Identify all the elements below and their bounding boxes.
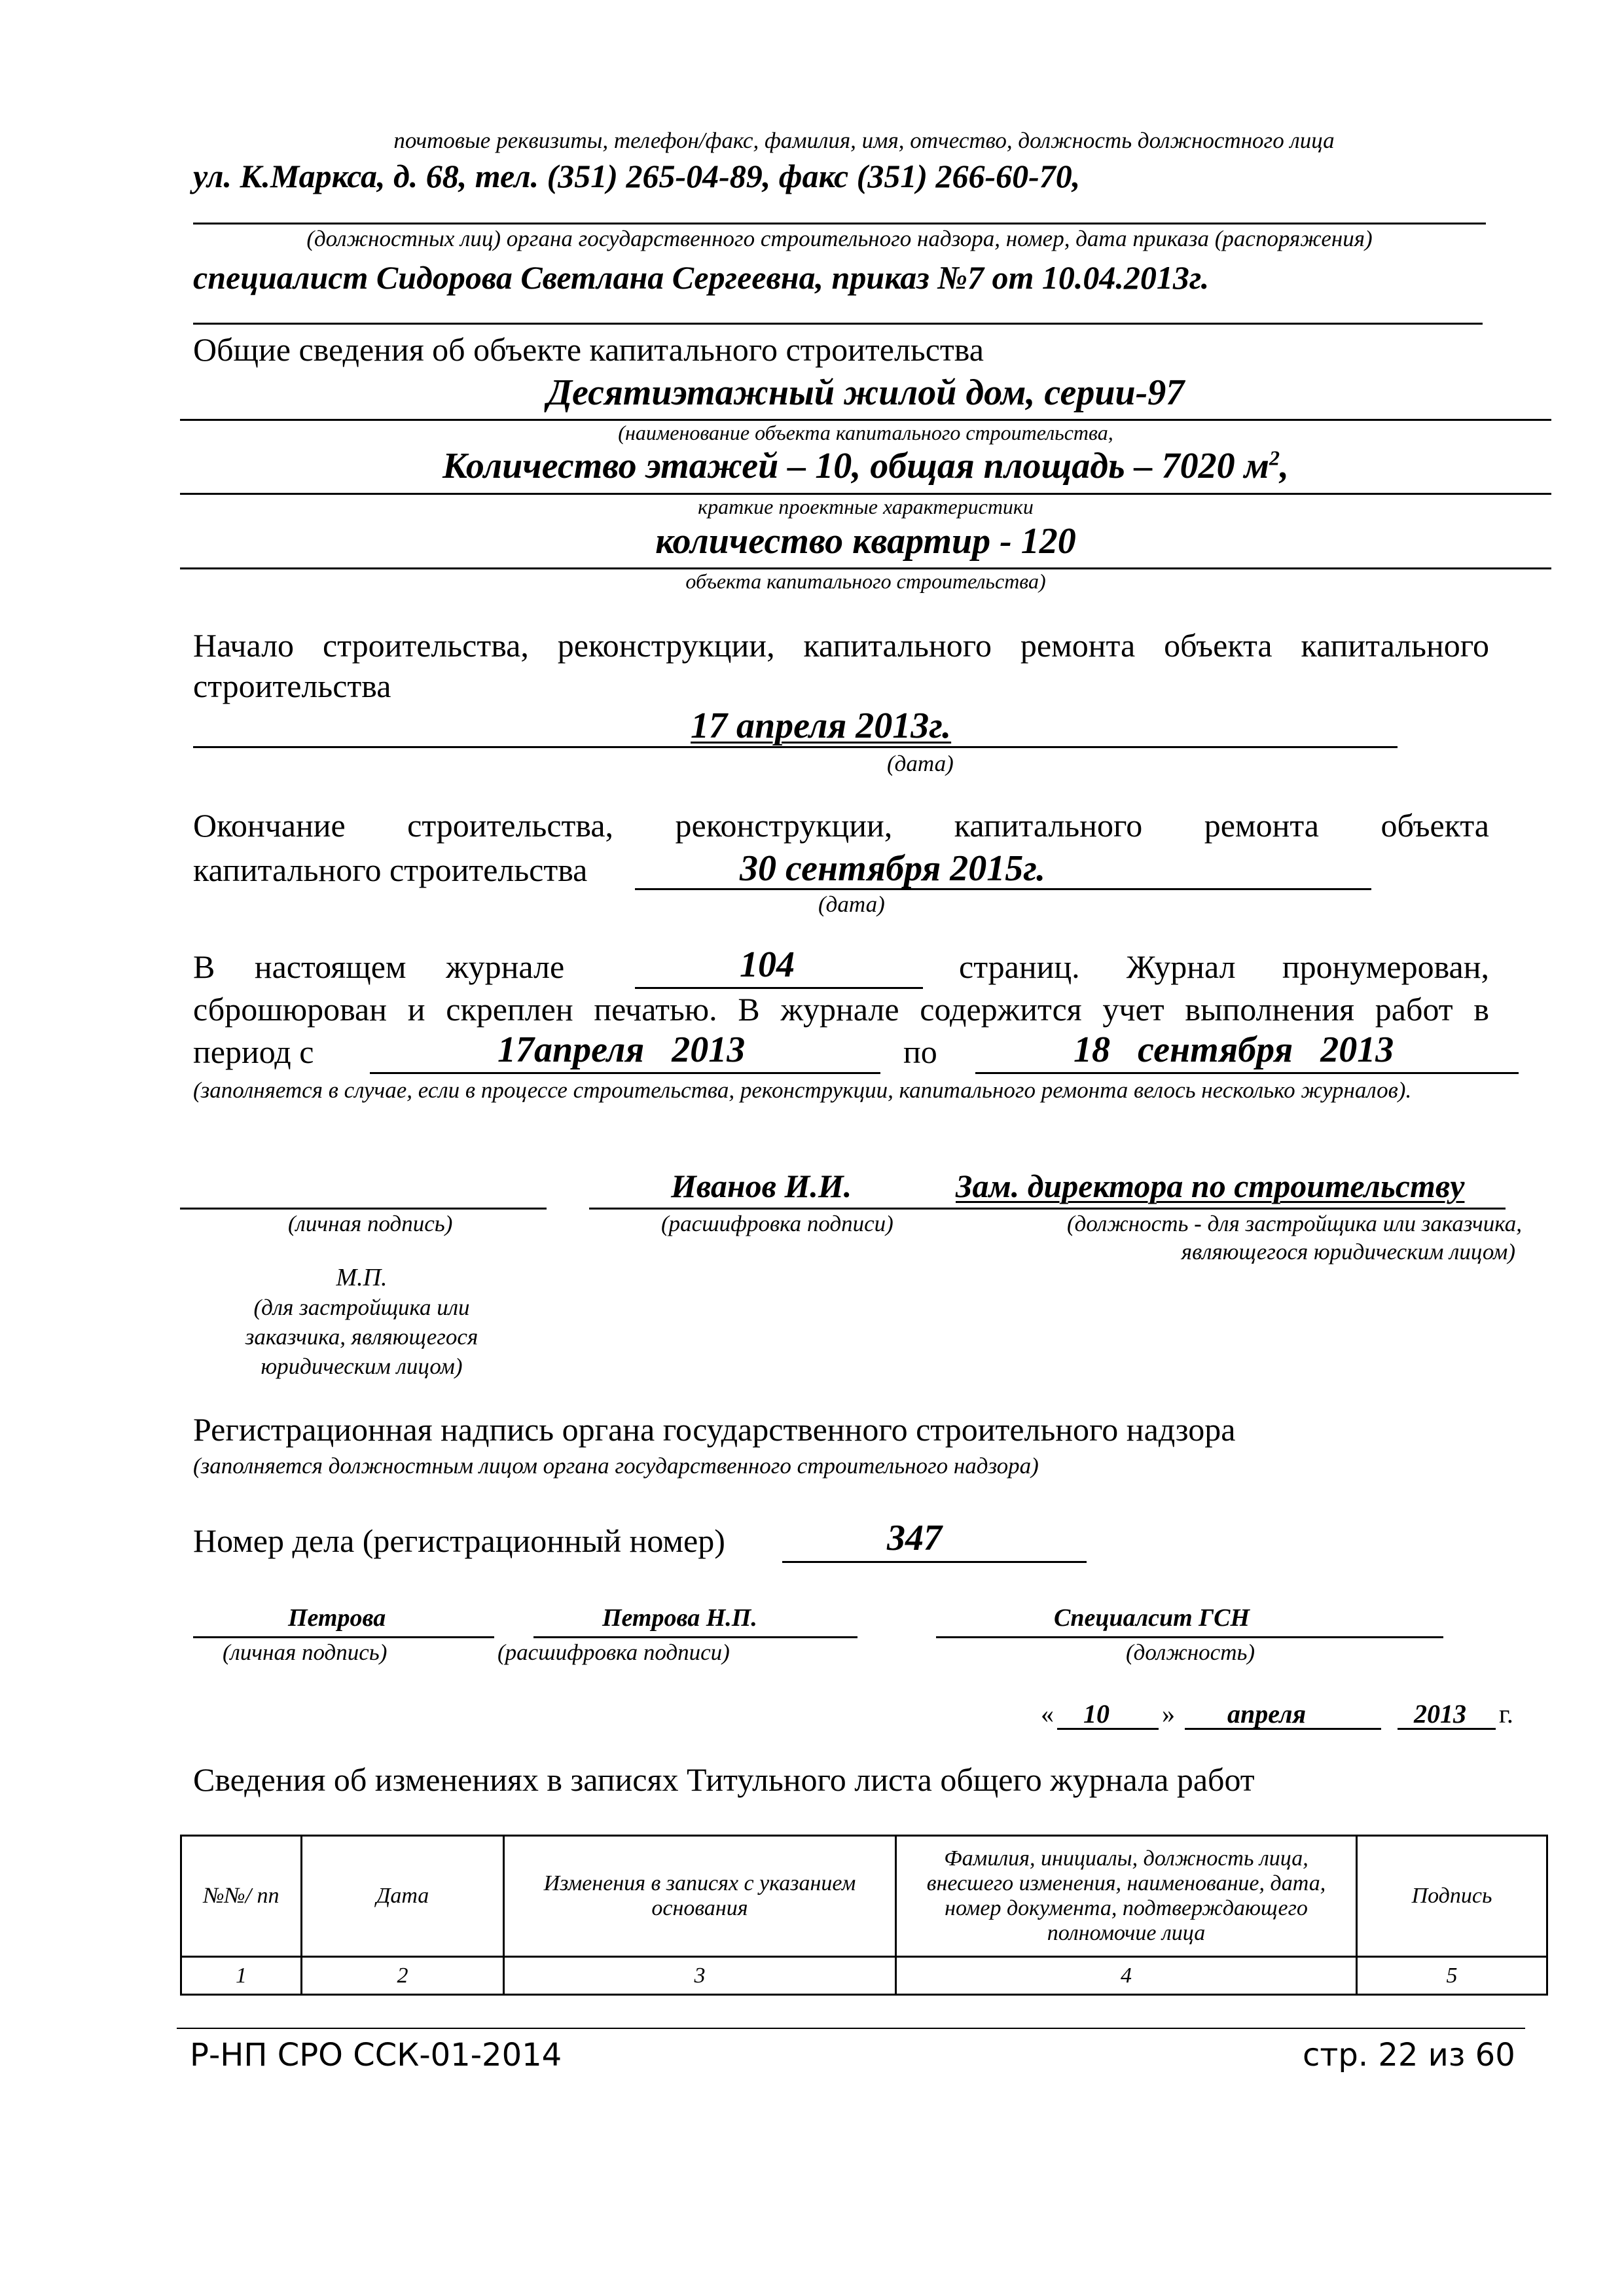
- case-number-value: 347: [887, 1518, 942, 1558]
- rule-line: [370, 1072, 880, 1074]
- rule-line: [936, 1636, 1443, 1638]
- end-label-line2: капитального строительства: [193, 852, 588, 888]
- stamp-block: [209, 1263, 514, 1381]
- stamp-line-3: заказчика, являющегося: [245, 1324, 478, 1350]
- caption-postal: почтовые реквизиты, телефон/факс, фамилия, имя, отчество, должность должностного лица: [393, 128, 1335, 153]
- caption-personal-signature-2: (личная подпись): [223, 1640, 388, 1665]
- caption-signature-decoding-2: (расшифровка подписи): [497, 1640, 730, 1665]
- rule-line: [193, 323, 1483, 325]
- table-cell: 3: [504, 1957, 896, 1995]
- journal-text-1-label: В настоящем журнале: [193, 948, 565, 985]
- object-specs-superscript: 2: [1269, 446, 1280, 470]
- rule-line: [589, 1208, 1506, 1210]
- sign-name: Иванов И.И.: [671, 1168, 852, 1204]
- rule-line: [975, 1072, 1519, 1074]
- signature-line: [180, 1208, 547, 1210]
- footer-rule: [177, 2028, 1525, 2029]
- rule-line: [533, 1636, 857, 1638]
- header-date: Дата: [302, 1836, 504, 1957]
- date-open-quote: «: [1041, 1699, 1054, 1729]
- caption-specs: краткие проектные характеристики: [698, 495, 1034, 518]
- date-year: 2013: [1414, 1699, 1466, 1729]
- signature-line: [193, 1636, 494, 1638]
- footer-page-number: стр. 22 из 60: [1303, 2037, 1515, 2073]
- footer-doc-code: Р-НП СРО ССК-01-2014: [190, 2037, 562, 2073]
- object-specs: [180, 445, 1551, 487]
- start-label: Начало строительства, реконструкции, капитального ремонта объекта капитального строительства: [193, 627, 1489, 704]
- pages-count: 104: [740, 944, 795, 985]
- header-changes: Изменения в записях с указанием основания: [504, 1836, 896, 1957]
- date-suffix: г.: [1499, 1699, 1513, 1729]
- date-month: апреля: [1227, 1699, 1307, 1729]
- stamp-line-2: (для застройщика или: [253, 1295, 470, 1320]
- rule-line: [193, 223, 1486, 224]
- reg-position: Специалсит ГСН: [1054, 1604, 1250, 1632]
- caption-position-developer-2: являющегося юридическим лицом): [1181, 1239, 1515, 1265]
- period-to: 18 сентября 2013: [1074, 1030, 1394, 1070]
- object-heading: Общие сведения об объекте капитального строительства: [193, 331, 984, 368]
- caption-personal-signature: (личная подпись): [288, 1211, 453, 1236]
- period-label: период с: [193, 1033, 314, 1070]
- start-date: 17 апреля 2013г.: [691, 706, 952, 746]
- caption-officials: (должностных лиц) органа государственного строительного надзора, номер, дата приказа (распоряжения): [306, 226, 1373, 251]
- object-specs-text: Количество этажей – 10, общая площадь – 7020 м: [442, 446, 1269, 486]
- registration-note: (заполняется должностным лицом органа государственного строительного надзора): [193, 1453, 1039, 1479]
- table-cell: 4: [896, 1957, 1357, 1995]
- caption-date: (дата): [887, 751, 954, 776]
- header-person: Фамилия, инициалы, должность лица, внесшего изменения, наименование, дата, номер документа, подтверждающего полномочие лица: [896, 1836, 1357, 1957]
- address-value: ул. К.Маркса, д. 68, тел. (351) 265-04-89, факс (351) 266-60-70,: [193, 158, 1081, 194]
- table-cell: 5: [1357, 1957, 1547, 1995]
- specialist-value: специалист Сидорова Светлана Сергеевна, приказ №7 от 10.04.2013г.: [193, 259, 1210, 296]
- journal-text-3: сброшюрован и скреплен печатью. В журнале содержится учет выполнения работ в: [193, 991, 1489, 1028]
- header-number: №№/ пп: [181, 1836, 302, 1957]
- caption-date: (дата): [818, 891, 885, 917]
- rule-line: [782, 1561, 1087, 1563]
- reg-signature: Петрова: [288, 1604, 386, 1632]
- journal-note: (заполняется в случае, если в процессе строительства, реконструкции, капитального ремонта велось несколько журналов).: [193, 1077, 1412, 1103]
- table-header-row: [181, 1836, 1547, 1957]
- object-specs-tail: ,: [1279, 446, 1289, 486]
- reg-name: Петрова Н.П.: [602, 1604, 757, 1632]
- journal-text-1: [193, 948, 564, 986]
- header-signature: Подпись: [1357, 1836, 1547, 1957]
- registration-heading: Регистрационная надпись органа государственного строительного надзора: [193, 1411, 1236, 1448]
- object-name: Десятиэтажный жилой дом, серии-97: [547, 372, 1185, 413]
- sign-position: Зам. директора по строительству: [956, 1168, 1465, 1204]
- table-cell: 2: [302, 1957, 504, 1995]
- caption-signature-decoding: (расшифровка подписи): [661, 1211, 893, 1236]
- rule-line: [635, 987, 923, 989]
- journal-text-2: страниц. Журнал пронумерован,: [959, 948, 1489, 985]
- caption-object-name: (наименование объекта капитального строительства,: [618, 421, 1113, 444]
- date-close-quote: »: [1162, 1699, 1175, 1729]
- stamp-mp: М.П.: [336, 1264, 388, 1291]
- period-to-label: по: [903, 1033, 937, 1070]
- changes-heading: Сведения об изменениях в записях Титульного листа общего журнала работ: [193, 1761, 1255, 1798]
- apartments-value: количество квартир - 120: [655, 521, 1076, 562]
- caption-object: объекта капитального строительства): [685, 569, 1046, 593]
- caption-position: (должность): [1126, 1640, 1255, 1665]
- stamp-line-4: юридическим лицом): [261, 1354, 463, 1379]
- case-number-label: Номер дела (регистрационный номер): [193, 1522, 725, 1559]
- end-label-line1: Окончание строительства, реконструкции, капитального ремонта объекта: [193, 807, 1489, 844]
- table-row: [181, 1957, 1547, 1995]
- date-day: 10: [1083, 1699, 1110, 1729]
- end-date: 30 сентября 2015г.: [740, 848, 1046, 889]
- changes-table: [180, 1835, 1548, 1996]
- caption-position-developer-1: (должность - для застройщика или заказчика,: [1067, 1211, 1522, 1236]
- table-cell: 1: [181, 1957, 302, 1995]
- period-from: 17апреля 2013: [497, 1030, 746, 1070]
